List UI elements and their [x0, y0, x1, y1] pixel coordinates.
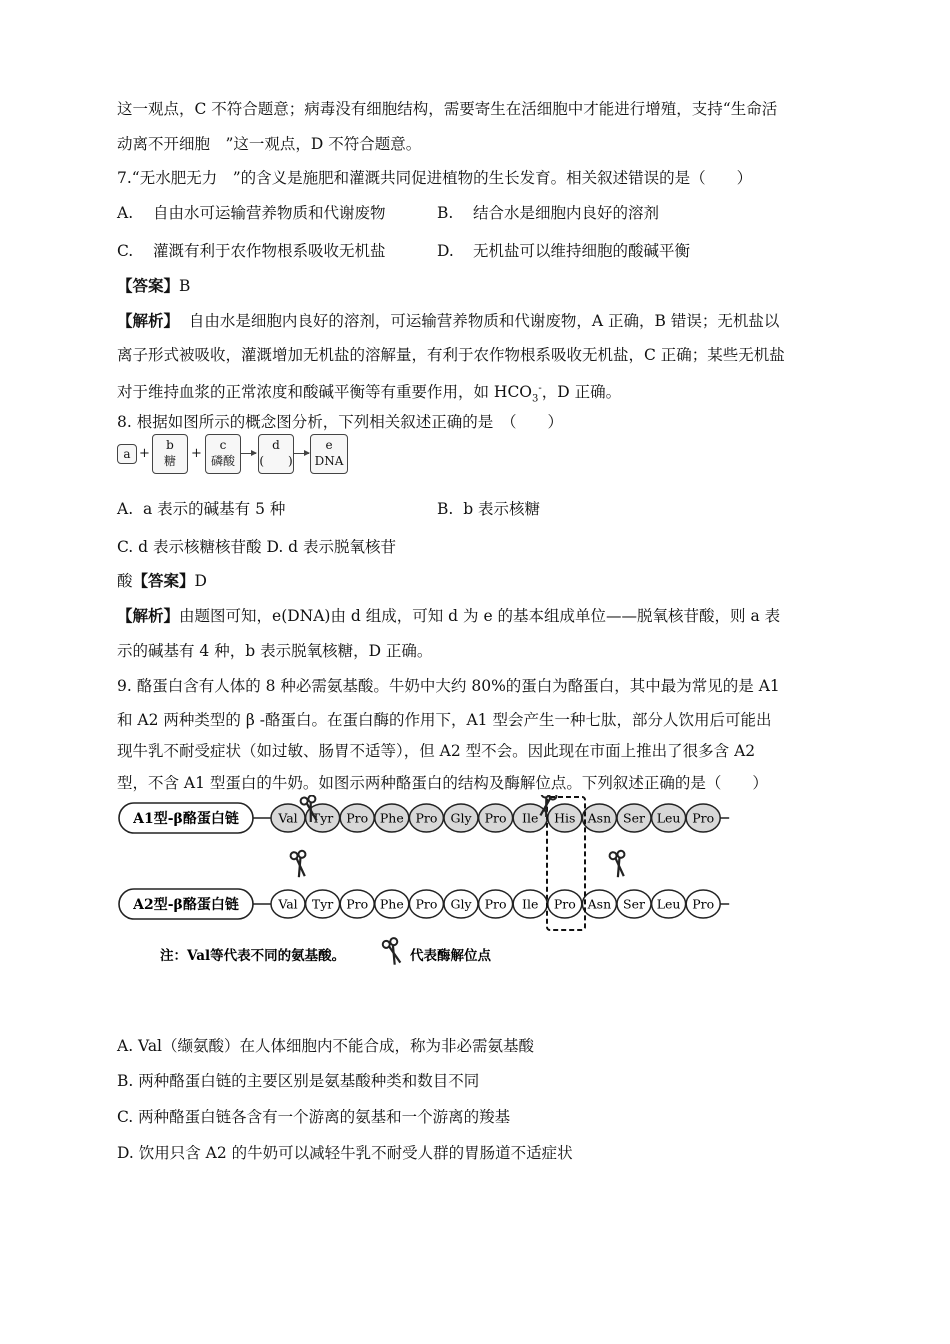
analysis-text: ，D 正确。: [541, 383, 622, 402]
q8-option-a: [117, 498, 285, 520]
amino-acid-label: Pro: [484, 896, 507, 912]
amino-acid-label: Pro: [346, 896, 369, 912]
analysis-text: 由题图可知，e(DNA)由 d 组成，可知 d 为 e 的基本组成单位——脱氧核苷酸，则 a 表: [179, 607, 781, 625]
analysis-tag: 【解析】: [117, 311, 180, 330]
scissors-icon: [382, 937, 405, 966]
amino-acid-label: Pro: [484, 810, 507, 826]
amino-acid-label: Val: [278, 810, 298, 826]
a2-chain: [271, 890, 729, 918]
amino-acid-label: Phe: [379, 810, 404, 826]
box-text: DNA: [314, 454, 344, 468]
q9-option-d: D. 饮用只含 A2 的牛奶可以减轻牛乳不耐受人群的胃肠道不适症状: [117, 1144, 573, 1162]
option-label: A.: [117, 500, 134, 518]
q8-option-b: [437, 498, 540, 520]
plus-sign: +: [139, 446, 150, 461]
a2-chain-label: A2型-β酪蛋白链: [133, 897, 239, 913]
q7-option-a-label: A.: [117, 204, 134, 222]
q9-stem-line-1: 9. 酪蛋白含有人体的 8 种必需氨基酸。牛奶中大约 80%的蛋白为酪蛋白，其中最为常见的是 A1: [117, 677, 780, 695]
box-text: 磷酸: [210, 454, 235, 468]
answer-value: D: [194, 572, 207, 590]
q9-option-b: B. 两种酪蛋白链的主要区别是氨基酸种类和数目不同: [117, 1072, 480, 1090]
amino-acid-label: Ile: [522, 896, 539, 912]
box-letter: e: [325, 438, 333, 452]
concept-box-b: [152, 434, 188, 474]
figure-note-text: 代表酶解位点: [410, 948, 491, 964]
amino-acid-label: Leu: [656, 896, 681, 912]
amino-acid-label: Pro: [415, 810, 438, 826]
box-letter: d: [272, 438, 280, 452]
option-text: a 表示的碱基有 5 种: [142, 500, 286, 518]
amino-acid-label: Val: [278, 896, 298, 912]
intro-line-1: 这一观点，C 不符合题意；病毒没有细胞结构，需要寄生在活细胞中才能进行增殖，支持“生命活: [117, 100, 778, 118]
answer-tag: 【答案】: [117, 276, 180, 295]
answer-value: B: [179, 277, 191, 295]
q8-stem: 8. 根据如图所示的概念图分析，下列相关叙述正确的是 （ ）: [117, 413, 563, 431]
concept-box-c: [205, 434, 241, 474]
q9-stem-line-4: 型，不含 A1 型蛋白的牛奶。如图示两种酪蛋白的结构及酶解位点。下列叙述正确的是（ ）: [117, 774, 768, 792]
scissors-icon: [609, 850, 628, 878]
q8-analysis-line-2: 示的碱基有 4 种，b 表示脱氧核糖，D 正确。: [117, 642, 433, 660]
box-letter: b: [166, 438, 174, 452]
amino-acid-label: Asn: [587, 896, 612, 912]
amino-acid-label: Pro: [692, 810, 715, 826]
amino-acid-label: Tyr: [311, 896, 334, 912]
q7-option-c-label: C.: [117, 242, 134, 260]
q9-option-c: C. 两种酪蛋白链各含有一个游离的氨基和一个游离的羧基: [117, 1108, 511, 1126]
arrow-icon: [240, 453, 256, 454]
q8-options-c-d: C. d 表示核糖核苷酸 D. d 表示脱氧核苷: [117, 538, 397, 556]
concept-box-d: [258, 434, 294, 474]
q8-analysis-line-1: [117, 605, 780, 627]
q7-stem: 7.“无水肥无力 ”的含义是施肥和灌溉共同促进植物的生长发育。相关叙述错误的是（ ）: [117, 169, 753, 187]
analysis-text: 自由水是细胞内良好的溶剂，可运输营养物质和代谢废物，A 正确，B 错误；无机盐以: [188, 312, 780, 330]
amino-acid-label: Gly: [450, 810, 472, 826]
q9-option-a: A. Val（缬氨酸）在人体细胞内不能合成，称为非必需氨基酸: [117, 1037, 535, 1055]
box-text: 糖: [163, 454, 176, 468]
option-continuation: 酸: [117, 572, 133, 590]
amino-acid-label: Pro: [553, 896, 576, 912]
amino-acid-label: Leu: [656, 810, 681, 826]
q7-option-a-text: 自由水可运输营养物质和代谢废物: [153, 204, 386, 222]
option-text: b 表示核糖: [463, 500, 541, 518]
box-text: ( ): [259, 454, 293, 468]
subscript: 3: [532, 393, 539, 405]
analysis-tag: 【解析】: [117, 606, 180, 625]
q8-answer: [117, 570, 207, 592]
intro-line-2: 动离不开细胞 ”这一观点，D 不符合题意。: [117, 135, 422, 153]
q7-analysis-line-3: [117, 378, 621, 410]
q7-option-d-text: 无机盐可以维持细胞的酸碱平衡: [473, 242, 691, 260]
q7-analysis-line-2: 离子形式被吸收，灌溉增加无机盐的溶解量，有利于农作物根系吸收无机盐，C 正确；某些无机盐: [117, 346, 785, 364]
amino-acid-label: Asn: [587, 810, 612, 826]
amino-acid-label: Ile: [522, 810, 539, 826]
amino-acid-label: Pro: [692, 896, 715, 912]
superscript: -: [538, 383, 542, 394]
analysis-text: 对于维持血浆的正常浓度和酸碱平衡等有重要作用，如 HCO: [117, 383, 533, 402]
amino-acid-label: His: [554, 810, 576, 826]
amino-acid-label: Pro: [415, 896, 438, 912]
a1-chain-label: A1型-β酪蛋白链: [133, 811, 239, 827]
figure-note-text: 注：Val等代表不同的氨基酸。: [160, 948, 346, 964]
option-label: B.: [437, 500, 454, 518]
q9-stem-line-3: 现牛乳不耐受症状（如过敏、肠胃不适等），但 A2 型不会。因此现在市面上推出了很多含 A2: [117, 742, 756, 760]
amino-acid-label: Ser: [623, 810, 645, 826]
answer-tag: 【答案】: [132, 571, 195, 590]
amino-acid-label: Ser: [623, 896, 645, 912]
q7-option-b-label: B.: [437, 204, 454, 222]
amino-acid-label: Pro: [346, 810, 369, 826]
q7-option-d-label: D.: [437, 242, 454, 260]
arrow-icon: [293, 453, 309, 454]
q9-stem-line-2: 和 A2 两种类型的 β -酪蛋白。在蛋白酶的作用下，A1 型会产生一种七肽，部分人饮用后可能出: [117, 711, 772, 729]
amino-acid-label: Gly: [450, 896, 472, 912]
q7-option-b-text: 结合水是细胞内良好的溶剂: [473, 204, 660, 222]
q7-answer: [117, 275, 190, 297]
concept-box-e: [310, 434, 348, 474]
concept-box-a: a: [117, 444, 137, 464]
q7-option-c-text: 灌溉有利于农作物根系吸收无机盐: [153, 242, 386, 260]
amino-acid-label: Tyr: [311, 810, 334, 826]
casein-chain-figure: [110, 795, 750, 985]
a1-chain: [271, 804, 729, 832]
plus-sign: +: [191, 446, 202, 461]
amino-acid-label: Phe: [379, 896, 404, 912]
box-letter: c: [219, 438, 227, 452]
scissors-icon: [290, 850, 309, 878]
q7-analysis-line-1: [117, 310, 779, 332]
